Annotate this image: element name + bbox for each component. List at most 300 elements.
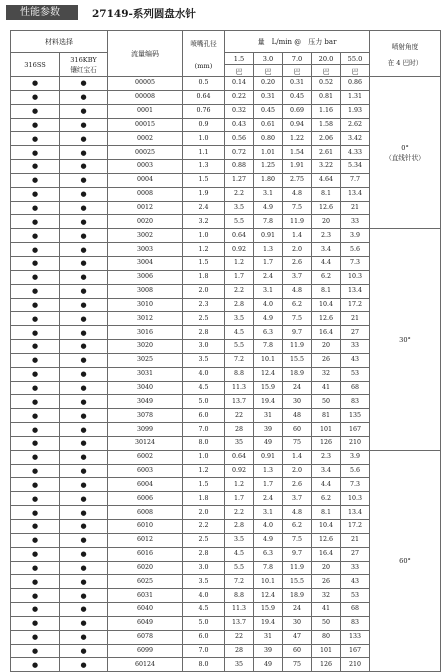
- material-316kby-mark: ●: [60, 478, 108, 492]
- flow-value: 210: [341, 436, 370, 450]
- flow-value: 0.64: [225, 450, 254, 464]
- flow-value: 0.45: [254, 104, 283, 118]
- material-316ss-mark: ●: [11, 132, 60, 146]
- orifice-diameter: 7.0: [183, 644, 225, 658]
- orifice-diameter: 0.5: [183, 77, 225, 91]
- flow-value: 10.4: [312, 520, 341, 534]
- flow-value: 75: [283, 658, 312, 672]
- pressure-value: 7.0: [283, 53, 312, 65]
- flow-code: 6078: [108, 630, 183, 644]
- flow-value: 6.3: [254, 326, 283, 340]
- flow-value: 2.6: [283, 478, 312, 492]
- flow-value: 3.5: [225, 312, 254, 326]
- flow-code: 3020: [108, 340, 183, 354]
- flow-value: 33: [341, 561, 370, 575]
- flow-value: 39: [254, 644, 283, 658]
- flow-value: 50: [312, 616, 341, 630]
- flow-value: 21: [341, 533, 370, 547]
- orifice-diameter: 1.0: [183, 229, 225, 243]
- flow-value: 26: [312, 575, 341, 589]
- orifice-diameter: 1.5: [183, 256, 225, 270]
- flow-value: 11.3: [225, 381, 254, 395]
- flow-code: 3099: [108, 423, 183, 437]
- flow-value: 1.93: [341, 104, 370, 118]
- flow-value: 9.7: [283, 326, 312, 340]
- flow-value: 1.7: [254, 478, 283, 492]
- flow-value: 2.75: [283, 173, 312, 187]
- flow-value: 8.8: [225, 367, 254, 381]
- orifice-diameter: 2.5: [183, 533, 225, 547]
- material-316ss-mark: ●: [11, 533, 60, 547]
- orifice-header: [183, 31, 225, 77]
- table-row: [11, 77, 441, 91]
- orifice-diameter: 1.8: [183, 270, 225, 284]
- flow-value: 10.3: [341, 270, 370, 284]
- flow-code: 3004: [108, 256, 183, 270]
- flow-code: 6025: [108, 575, 183, 589]
- flow-value: 2.4: [254, 492, 283, 506]
- material-316ss-mark: ●: [11, 160, 60, 174]
- material-316kby-mark: ●: [60, 409, 108, 423]
- orifice-diameter: 2.8: [183, 326, 225, 340]
- flow-value: 1.01: [254, 146, 283, 160]
- material-316ss-mark: ●: [11, 229, 60, 243]
- flow-value: 3.5: [225, 533, 254, 547]
- material-316ss-mark: ●: [11, 395, 60, 409]
- flow-value: 5.34: [341, 160, 370, 174]
- material-316kby-mark: ●: [60, 423, 108, 437]
- flow-value: 68: [341, 381, 370, 395]
- flow-value: 30: [283, 616, 312, 630]
- material-316kby-mark: ●: [60, 547, 108, 561]
- orifice-header-unit: (mm): [194, 61, 213, 70]
- flow-value: 210: [341, 658, 370, 672]
- flow-value: 7.2: [225, 353, 254, 367]
- pressure-value: 1.5: [225, 53, 254, 65]
- flow-value: 0.88: [225, 160, 254, 174]
- flow-code: 0001: [108, 104, 183, 118]
- flow-value: 0.72: [225, 146, 254, 160]
- flow-value: 81: [312, 409, 341, 423]
- orifice-diameter: 1.1: [183, 146, 225, 160]
- orifice-diameter: 2.5: [183, 312, 225, 326]
- flow-value: 48: [283, 409, 312, 423]
- flow-code: 3025: [108, 353, 183, 367]
- material-316ss-mark: ●: [11, 436, 60, 450]
- flow-value: 3.9: [341, 450, 370, 464]
- flow-value: 1.31: [341, 90, 370, 104]
- pressure-unit: 巴: [225, 65, 254, 77]
- flow-code: 00008: [108, 90, 183, 104]
- material-316kby-label: 316KBY: [70, 55, 97, 64]
- material-316kby-mark: ●: [60, 658, 108, 672]
- flow-value: 5.5: [225, 215, 254, 229]
- flow-value: 20: [312, 561, 341, 575]
- flow-value: 53: [341, 367, 370, 381]
- flow-value: 7.3: [341, 478, 370, 492]
- flow-value: 1.22: [283, 132, 312, 146]
- material-316kby-mark: ●: [60, 118, 108, 132]
- material-316ss-mark: ●: [11, 215, 60, 229]
- orifice-diameter: 2.3: [183, 298, 225, 312]
- flow-value: 2.4: [254, 270, 283, 284]
- flow-value: 18.9: [283, 589, 312, 603]
- flow-value: 1.27: [225, 173, 254, 187]
- orifice-diameter: 1.8: [183, 492, 225, 506]
- flow-value: 27: [341, 326, 370, 340]
- flow-value: 4.8: [283, 187, 312, 201]
- material-316kby-mark: ●: [60, 561, 108, 575]
- flow-value: 2.2: [225, 284, 254, 298]
- page-header: [6, 5, 440, 21]
- flow-code: 3078: [108, 409, 183, 423]
- flow-value: 12.6: [312, 312, 341, 326]
- flow-value: 4.9: [254, 533, 283, 547]
- flow-value: 68: [341, 603, 370, 617]
- flow-value: 133: [341, 630, 370, 644]
- material-316ss-mark: ●: [11, 118, 60, 132]
- flow-value: 2.06: [312, 132, 341, 146]
- pressure-unit: 巴: [254, 65, 283, 77]
- flow-value: 16.4: [312, 326, 341, 340]
- flow-value: 35: [225, 658, 254, 672]
- material-316ss-mark: ●: [11, 644, 60, 658]
- material-316kby-mark: ●: [60, 616, 108, 630]
- flow-value: 47: [283, 630, 312, 644]
- flow-value: 4.0: [254, 298, 283, 312]
- material-316kby-mark: ●: [60, 630, 108, 644]
- material-316kby-mark: ●: [60, 644, 108, 658]
- flow-value: 3.7: [283, 492, 312, 506]
- orifice-diameter: 1.2: [183, 243, 225, 257]
- material-316kby-mark: ●: [60, 160, 108, 174]
- flow-code: 6020: [108, 561, 183, 575]
- flow-value: 7.3: [341, 256, 370, 270]
- flow-value: 19.4: [254, 395, 283, 409]
- flow-value: 43: [341, 575, 370, 589]
- flow-code: 3006: [108, 270, 183, 284]
- flow-code: 3040: [108, 381, 183, 395]
- material-316ss-mark: ●: [11, 381, 60, 395]
- material-316ss-mark: ●: [11, 298, 60, 312]
- orifice-diameter: 2.0: [183, 284, 225, 298]
- material-316kby-mark: ●: [60, 464, 108, 478]
- flow-value: 5.5: [225, 340, 254, 354]
- flow-value: 6.2: [283, 520, 312, 534]
- flow-value: 10.1: [254, 575, 283, 589]
- material-316ss-header: 316SS: [11, 53, 60, 77]
- orifice-diameter: 1.0: [183, 450, 225, 464]
- flow-value: 33: [341, 215, 370, 229]
- flow-value: 4.4: [312, 478, 341, 492]
- flow-value: 0.43: [225, 118, 254, 132]
- flow-value: 32: [312, 589, 341, 603]
- flow-value: 1.7: [225, 270, 254, 284]
- material-316kby-mark: ●: [60, 270, 108, 284]
- material-316kby-mark: ●: [60, 340, 108, 354]
- flow-code: 3003: [108, 243, 183, 257]
- flow-code: 3008: [108, 284, 183, 298]
- flow-value: 2.8: [225, 520, 254, 534]
- material-316kby-mark: ●: [60, 201, 108, 215]
- spray-angle-description: （直线针状）: [385, 153, 425, 162]
- flow-value: 0.14: [225, 77, 254, 91]
- material-316kby-note: 镶红宝石: [70, 65, 97, 74]
- flow-value: 15.5: [283, 575, 312, 589]
- material-316ss-mark: ●: [11, 478, 60, 492]
- material-316ss-mark: ●: [11, 284, 60, 298]
- orifice-diameter: 0.9: [183, 118, 225, 132]
- orifice-diameter: 7.0: [183, 423, 225, 437]
- spray-angle-cell: [370, 450, 441, 672]
- material-316kby-mark: ●: [60, 104, 108, 118]
- material-316kby-mark: ●: [60, 353, 108, 367]
- flow-value: 167: [341, 423, 370, 437]
- orifice-diameter: 2.8: [183, 547, 225, 561]
- flow-value: 7.5: [283, 312, 312, 326]
- flow-value: 9.7: [283, 547, 312, 561]
- flow-value: 0.52: [312, 77, 341, 91]
- pressure-value: 55.0: [341, 53, 370, 65]
- flow-value: 3.4: [312, 243, 341, 257]
- flow-code: 0008: [108, 187, 183, 201]
- flow-value: 0.92: [225, 464, 254, 478]
- orifice-diameter: 1.9: [183, 187, 225, 201]
- flow-value: 41: [312, 603, 341, 617]
- flow-value: 28: [225, 644, 254, 658]
- flow-value: 6.2: [312, 270, 341, 284]
- spray-angle-value: 0°: [401, 143, 409, 152]
- material-header: 材料选择: [11, 31, 108, 53]
- flow-value: 11.9: [283, 561, 312, 575]
- flow-value: 8.1: [312, 187, 341, 201]
- orifice-diameter: 1.3: [183, 160, 225, 174]
- flow-code: 3049: [108, 395, 183, 409]
- flow-value: 4.33: [341, 146, 370, 160]
- pressure-value: 3.0: [254, 53, 283, 65]
- material-316kby-mark: ●: [60, 298, 108, 312]
- flow-value: 4.0: [254, 520, 283, 534]
- material-316kby-mark: ●: [60, 381, 108, 395]
- flow-value: 2.2: [225, 506, 254, 520]
- flow-value: 12.4: [254, 589, 283, 603]
- material-316kby-mark: ●: [60, 492, 108, 506]
- material-316ss-mark: ●: [11, 312, 60, 326]
- flow-value: 0.31: [283, 77, 312, 91]
- flow-code: 6016: [108, 547, 183, 561]
- flow-value: 0.32: [225, 104, 254, 118]
- flow-value: 20: [312, 215, 341, 229]
- flow-code: 6010: [108, 520, 183, 534]
- spray-angle-cell: [370, 229, 441, 451]
- performance-table: [10, 30, 441, 672]
- flow-value: 7.5: [283, 533, 312, 547]
- flow-value: 0.92: [225, 243, 254, 257]
- material-316ss-mark: ●: [11, 575, 60, 589]
- orifice-diameter: 0.64: [183, 90, 225, 104]
- material-316kby-mark: ●: [60, 367, 108, 381]
- flow-code: 0003: [108, 160, 183, 174]
- flow-code: 3010: [108, 298, 183, 312]
- spray-angle-note: 在 4 巴时）: [387, 58, 423, 67]
- flow-value: 0.64: [225, 229, 254, 243]
- flow-value: 167: [341, 644, 370, 658]
- flow-value: 31: [254, 630, 283, 644]
- flow-value: 1.4: [283, 450, 312, 464]
- orifice-diameter: 1.0: [183, 132, 225, 146]
- material-316kby-mark: ●: [60, 187, 108, 201]
- flow-value: 2.3: [312, 450, 341, 464]
- flow-value: 1.7: [254, 256, 283, 270]
- section-label: 性能参数: [6, 5, 78, 20]
- flow-value: 49: [254, 658, 283, 672]
- flow-value: 15.5: [283, 353, 312, 367]
- material-316ss-mark: ●: [11, 173, 60, 187]
- flow-value: 3.4: [312, 464, 341, 478]
- flow-value: 41: [312, 381, 341, 395]
- flow-value: 101: [312, 423, 341, 437]
- flow-value: 4.8: [283, 284, 312, 298]
- material-316kby-mark: ●: [60, 229, 108, 243]
- flow-value: 3.42: [341, 132, 370, 146]
- material-316kby-mark: ●: [60, 326, 108, 340]
- flow-value: 0.22: [225, 90, 254, 104]
- flow-code-header: 流量编码: [108, 31, 183, 77]
- flow-value: 2.2: [225, 187, 254, 201]
- flow-value: 0.81: [312, 90, 341, 104]
- material-316ss-mark: ●: [11, 201, 60, 215]
- material-316ss-mark: ●: [11, 146, 60, 160]
- flow-code: 0020: [108, 215, 183, 229]
- flow-code: 0004: [108, 173, 183, 187]
- flow-value: 21: [341, 201, 370, 215]
- flow-value: 13.4: [341, 284, 370, 298]
- flow-value: 17.2: [341, 520, 370, 534]
- material-316ss-mark: ●: [11, 492, 60, 506]
- spray-angle-header: [370, 31, 441, 77]
- material-316ss-mark: ●: [11, 464, 60, 478]
- material-316kby-mark: ●: [60, 520, 108, 534]
- flow-value: 53: [341, 589, 370, 603]
- flow-value: 31: [254, 409, 283, 423]
- material-316ss-mark: ●: [11, 77, 60, 91]
- orifice-diameter: 5.0: [183, 395, 225, 409]
- orifice-diameter: 3.0: [183, 340, 225, 354]
- material-316ss-mark: ●: [11, 616, 60, 630]
- flow-value: 49: [254, 436, 283, 450]
- flow-value: 17.2: [341, 298, 370, 312]
- flow-value: 0.80: [254, 132, 283, 146]
- flow-code: 00015: [108, 118, 183, 132]
- flow-value: 2.62: [341, 118, 370, 132]
- flow-value: 8.1: [312, 284, 341, 298]
- orifice-diameter: 8.0: [183, 436, 225, 450]
- flow-value: 126: [312, 436, 341, 450]
- material-316ss-mark: ●: [11, 658, 60, 672]
- flow-value: 5.5: [225, 561, 254, 575]
- material-316ss-mark: ●: [11, 603, 60, 617]
- flow-value: 8.1: [312, 506, 341, 520]
- flow-value: 3.9: [341, 229, 370, 243]
- flow-value: 4.5: [225, 547, 254, 561]
- flow-value: 6.3: [254, 547, 283, 561]
- orifice-diameter: 6.0: [183, 630, 225, 644]
- flow-code: 0002: [108, 132, 183, 146]
- material-316kby-mark: ●: [60, 173, 108, 187]
- flow-value: 2.3: [312, 229, 341, 243]
- material-316kby-mark: ●: [60, 506, 108, 520]
- flow-value: 10.3: [341, 492, 370, 506]
- flow-value: 16.4: [312, 547, 341, 561]
- flow-code: 6002: [108, 450, 183, 464]
- flow-value: 11.9: [283, 340, 312, 354]
- flow-value: 1.2: [225, 256, 254, 270]
- flow-code: 3016: [108, 326, 183, 340]
- flow-value: 11.3: [225, 603, 254, 617]
- flow-value: 0.56: [225, 132, 254, 146]
- material-316kby-mark: ●: [60, 533, 108, 547]
- flow-value: 0.31: [254, 90, 283, 104]
- flow-value: 2.6: [283, 256, 312, 270]
- flow-value: 0.61: [254, 118, 283, 132]
- flow-value: 1.80: [254, 173, 283, 187]
- material-316kby-mark: ●: [60, 575, 108, 589]
- flow-value: 7.5: [283, 201, 312, 215]
- flow-code: 6008: [108, 506, 183, 520]
- flow-value: 1.4: [283, 229, 312, 243]
- flow-value: 3.7: [283, 270, 312, 284]
- orifice-diameter: 3.5: [183, 353, 225, 367]
- material-316ss-mark: ●: [11, 256, 60, 270]
- orifice-diameter: 8.0: [183, 658, 225, 672]
- flow-value: 83: [341, 616, 370, 630]
- material-316ss-mark: ●: [11, 547, 60, 561]
- flow-value: 12.6: [312, 533, 341, 547]
- flow-value: 22: [225, 409, 254, 423]
- flow-value: 4.5: [225, 326, 254, 340]
- flow-value: 11.9: [283, 215, 312, 229]
- flow-value: 15.9: [254, 603, 283, 617]
- spray-angle-label: 喷射角度: [391, 42, 419, 51]
- material-316ss-mark: ●: [11, 340, 60, 354]
- flow-value: 33: [341, 340, 370, 354]
- flow-value: 39: [254, 423, 283, 437]
- pressure-value: 20.0: [312, 53, 341, 65]
- flow-value: 3.1: [254, 506, 283, 520]
- flow-code: 6049: [108, 616, 183, 630]
- material-316kby-mark: ●: [60, 146, 108, 160]
- flow-value: 2.0: [283, 464, 312, 478]
- flow-value: 75: [283, 436, 312, 450]
- material-316kby-mark: ●: [60, 132, 108, 146]
- flow-value: 1.91: [283, 160, 312, 174]
- flow-value: 0.94: [283, 118, 312, 132]
- material-316ss-mark: ●: [11, 561, 60, 575]
- flow-value: 4.9: [254, 201, 283, 215]
- orifice-diameter: 4.0: [183, 589, 225, 603]
- material-316kby-mark: ●: [60, 284, 108, 298]
- flow-code: 60124: [108, 658, 183, 672]
- flow-value: 1.25: [254, 160, 283, 174]
- spray-angle-value: 60°: [399, 557, 411, 566]
- flow-code: 3012: [108, 312, 183, 326]
- flow-value: 1.2: [225, 478, 254, 492]
- orifice-diameter: 3.2: [183, 215, 225, 229]
- orifice-diameter: 3.0: [183, 561, 225, 575]
- flow-value: 10.1: [254, 353, 283, 367]
- flow-value: 7.7: [341, 173, 370, 187]
- orifice-diameter: 2.2: [183, 520, 225, 534]
